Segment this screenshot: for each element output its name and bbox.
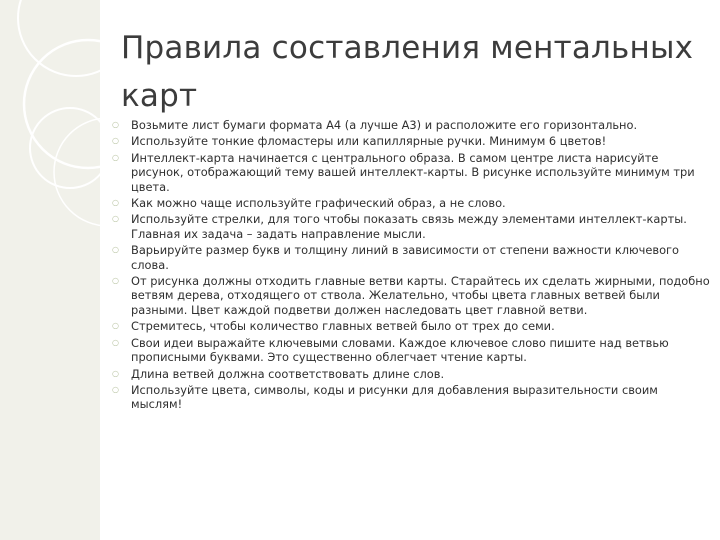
list-item-text: Интеллект-карта начинается с центрального образа. В самом центре листа нарисуйте рисунок, отображающий тему вашей интеллект-карты. В рисунке используйте минимум три цвета. — [131, 150, 695, 194]
list-item — [110, 336, 710, 365]
hollow-circle-bullet-icon: ○ — [112, 120, 119, 129]
hollow-circle-bullet-icon: ○ — [112, 136, 119, 146]
hollow-circle-bullet-icon: ○ — [112, 245, 119, 255]
hollow-circle-bullet-icon: ○ — [112, 321, 119, 331]
list-item-text: Используйте тонкие фломастеры или капиллярные ручки. Минимум 6 цветов! — [131, 134, 607, 149]
hollow-circle-bullet-icon: ○ — [112, 384, 119, 394]
list-item-text: Как можно чаще используйте графический образ, а не слово. — [131, 196, 506, 211]
list-item — [110, 118, 710, 132]
list-item — [110, 212, 710, 241]
list-item-text: Свои идеи выражайте ключевыми словами. Каждое ключевое слово пишите над ветвью прописными буквами. Это существенно облегчает чтение карты. — [131, 335, 669, 365]
list-item — [110, 319, 710, 333]
list-item-text: Используйте стрелки, для того чтобы показать связь между элементами интеллект-карты. Главная их задача – задать направление мысли. — [131, 212, 687, 241]
list-item — [110, 274, 710, 317]
list-item — [110, 367, 710, 381]
hollow-circle-bullet-icon: ○ — [112, 337, 119, 347]
list-item-text: Возьмите лист бумаги формата А4 (а лучше А3) и расположите его горизонтально. — [131, 118, 638, 132]
hollow-circle-bullet-icon: ○ — [112, 368, 119, 378]
rules-list — [110, 118, 710, 414]
hollow-circle-bullet-icon: ○ — [112, 214, 119, 224]
list-item — [110, 134, 710, 148]
list-item-text: Длина ветвей должна соответствовать длине слов. — [131, 366, 445, 381]
list-item-text: Стремитесь, чтобы количество главных ветвей было от трех до семи. — [131, 319, 555, 334]
hollow-circle-bullet-icon: ○ — [112, 152, 119, 162]
page-title: Правила составления ментальных карт — [121, 30, 694, 114]
list-item-text: От рисунка должны отходить главные ветви карты. Старайтесь их сделать жирными, подобно ветвям дерева, отходящего от ствола. Желательно, чтобы цвета главных ветвей были разными. Цвет каждой подветви должен наследовать цвет главной ветви. — [131, 274, 710, 317]
list-item — [110, 243, 710, 272]
list-item-text: Варьируйте размер букв и толщину линий в зависимости от степени важности ключевого слова. — [131, 243, 679, 272]
hollow-circle-bullet-icon: ○ — [112, 276, 119, 286]
list-item — [110, 151, 710, 194]
hollow-circle-bullet-icon: ○ — [112, 198, 119, 208]
list-item — [110, 196, 710, 210]
list-item — [110, 383, 710, 412]
list-item-text: Используйте цвета, символы, коды и рисунки для добавления выразительности своим мыслям! — [131, 382, 658, 412]
